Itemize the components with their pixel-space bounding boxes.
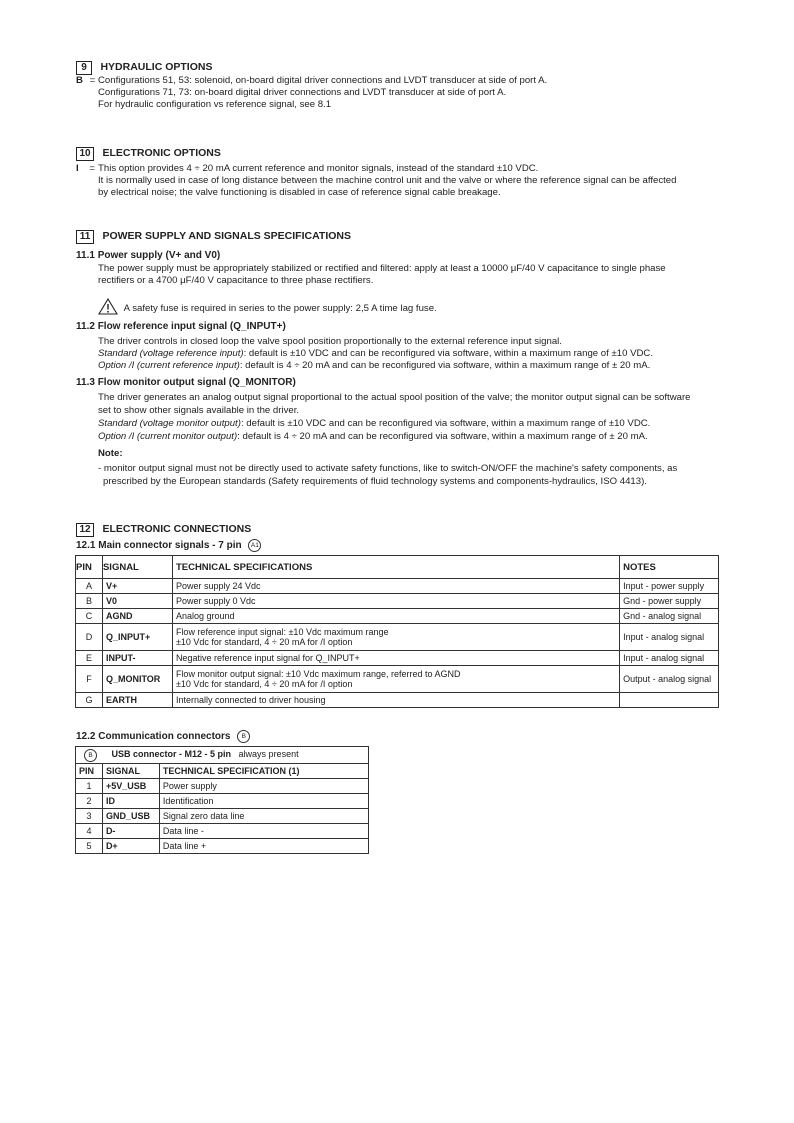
- subsection-11-3-body: The driver generates an analog output signal proportional to the actual spool position of the valve; the monitor output signal can be software set to show other signals available in the driver. Standard (voltage monitor output): default is ±10 VDC and can be reconfigured via software, within a maximum range of ±10 VDC. Option /I (current monitor output): default is 4 ÷ 20 mA and can be reconfigured via software, within a maximum range of ± 20 mA.: [98, 392, 691, 442]
- table-row: A V+ Power supply 24 Vdc Input - power supply: [76, 579, 719, 594]
- table-row: D Q_INPUT+ Flow reference input signal: ±10 Vdc maximum range ±10 Vdc for standard, 4 ÷ 20 mA for /I option Input - analog signal: [76, 624, 719, 651]
- section-9-lines: Configurations 51, 53: solenoid, on-board digital driver connections and LVDT transducer at side of port A. Configurations 71, 73: on-board digital driver connections and LVDT transducer at side of port A. For hydraulic configuration vs reference signal, see 8.1: [98, 75, 548, 111]
- section-number: 12: [76, 523, 94, 537]
- subsection-11-1-title: 11.1 Power supply (V+ and V0): [76, 250, 221, 261]
- table-row: F Q_MONITOR Flow monitor output signal: ±10 Vdc maximum range, referred to AGND ±10 Vdc for standard, 4 ÷ 20 mA for /I option Output - analog signal: [76, 666, 719, 693]
- note-label: Note:: [98, 448, 123, 459]
- table-header-row: PIN SIGNAL TECHNICAL SPECIFICATION (1): [76, 764, 369, 779]
- table-row: E INPUT- Negative reference input signal for Q_INPUT+ Input - analog signal: [76, 651, 719, 666]
- table-row: 5 D+ Data line +: [76, 839, 369, 854]
- connector-a1-badge: A1: [248, 539, 261, 552]
- warning-icon: [98, 298, 118, 315]
- subsection-12-2-title: 12.2 Communication connectors B: [76, 730, 250, 743]
- subsection-11-2-title: 11.2 Flow reference input signal (Q_INPUT+): [76, 321, 286, 332]
- connector-b-badge: B: [84, 749, 97, 762]
- subsection-12-1-title: 12.1 Main connector signals - 7 pin A1: [76, 539, 261, 552]
- safety-warning: A safety fuse is required in series to the power supply: 2,5 A time lag fuse.: [98, 298, 437, 315]
- table-row: 2 ID Identification: [76, 794, 369, 809]
- section-9-body: B =: [76, 75, 96, 86]
- table-caption-row: B USB connector - M12 - 5 pin always present: [76, 747, 369, 764]
- subsection-11-2-body: The driver controls in closed loop the valve spool position proportionally to the external reference input signal. Standard (voltage reference input): default is ±10 VDC and can be reconfigured via software, within a maximum range of ±10 VDC. Option /I (current reference input): default is 4 ÷ 20 mA and can be reconfigured via software, within a maximum range of ± 20 mA.: [98, 336, 653, 372]
- section-number: 10: [76, 147, 94, 161]
- section-title: POWER SUPPLY AND SIGNALS SPECIFICATIONS: [102, 230, 351, 242]
- table-row: B V0 Power supply 0 Vdc Gnd - power supply: [76, 594, 719, 609]
- table-header-row: PIN SIGNAL TECHNICAL SPECIFICATIONS NOTES: [76, 556, 719, 579]
- section-number: 9: [76, 61, 92, 75]
- section-10-header: [76, 143, 221, 161]
- table-row: C AGND Analog ground Gnd - analog signal: [76, 609, 719, 624]
- section-title: ELECTRONIC CONNECTIONS: [102, 523, 252, 535]
- section-9-header: [76, 57, 212, 75]
- subsection-11-3-title: 11.3 Flow monitor output signal (Q_MONITOR): [76, 377, 296, 388]
- table-row: 3 GND_USB Signal zero data line: [76, 809, 369, 824]
- option-code: B: [76, 75, 83, 86]
- section-10-lines: This option provides 4 ÷ 20 mA current reference and monitor signals, instead of the standard ±10 VDC. It is normally used in case of long distance between the machine control unit and the valve or where the reference signal can be affected by electrical noise; the valve functioning is disabled in case of reference signal cable breakage.: [98, 163, 677, 199]
- usb-connector-table: [75, 746, 369, 854]
- section-11-header: [76, 226, 351, 244]
- main-connector-table: [75, 555, 719, 708]
- note-text: - monitor output signal must not be directly used to activate safety functions, like to switch-ON/OFF the machine's safety components, as prescribed by the European standards (Safety requirements of fluid technology systems and components-hydraulics, ISO 4413).: [98, 463, 678, 487]
- table-row: G EARTH Internally connected to driver housing: [76, 693, 719, 708]
- connector-b-badge: B: [237, 730, 250, 743]
- section-number: 11: [76, 230, 94, 244]
- section-title: HYDRAULIC OPTIONS: [100, 61, 213, 73]
- subsection-11-1-body: The power supply must be appropriately stabilized or rectified and filtered: apply at least a 10000 μF/40 V capacitance to single phase rectifiers or a 4700 μF/40 V capacitance to three phase rectifiers.: [98, 263, 666, 287]
- table-row: 4 D- Data line -: [76, 824, 369, 839]
- section-title: ELECTRONIC OPTIONS: [102, 147, 221, 159]
- section-12-header: [76, 519, 251, 537]
- table-row: 1 +5V_USB Power supply: [76, 779, 369, 794]
- option-code: I: [76, 163, 79, 174]
